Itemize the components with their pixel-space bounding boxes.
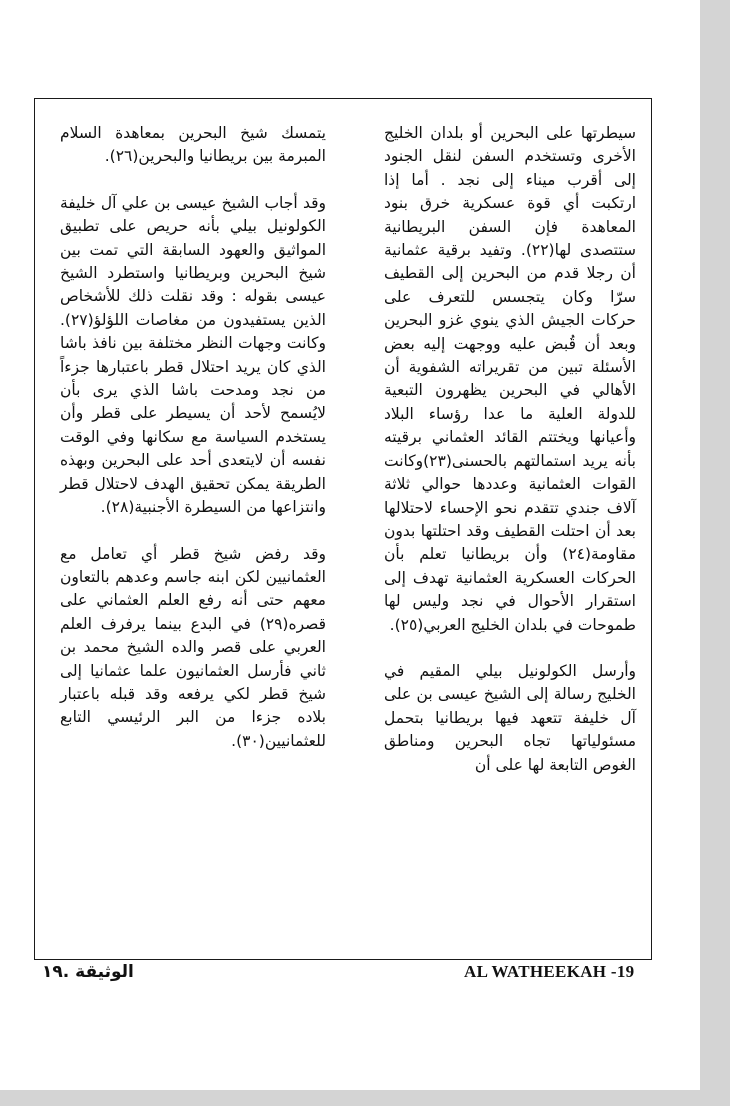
left-column — [60, 122, 326, 753]
right-column — [384, 122, 636, 777]
paragraph: يتمسك شيخ البحرين بمعاهدة السلام المبرمة بين بريطانيا والبحرين(٢٦). — [60, 124, 326, 166]
paragraph: سيطرتها على البحرين أو بلدان الخليج الأخرى وتستخدم السفن لنقل الجنود إلى أقرب ميناء إلى نجد . أما إذا ارتكبت أي قوة عسكرية خرق بنود المعاهدة فإن السفن البريطانية ستتصدى لها(٢٢). وتفيد برقية عثمانية أن رجلا قدم من البحرين إلى القطيف سرّا وكان يتجسس للتعرف على حركات الجيش الذي ينوي غزو البحرين وبعد أن قُبض عليه ووجهت إليه بعض الأسئلة تبين من تقريراته الشفوية أن الأهالي في البحرين يظهرون التبعية للدولة العلية ما عدا رؤساء البلاد وأعيانها ويختتم القائد العثماني برقيته بأنه يريد استمالتهم بالحسنى(٢٣)وكانت القوات العثمانية وعددها حوالي ثلاثة آلاف جندي تتقدم نحو الإحساء لاحتلالها بعد أن احتلت القطيف وقد احتلتها بدون مقاومة(٢٤) وأن بريطانيا تعلم بأن الحركات العسكرية العثمانية تهدف إلى استقرار الأحوال في نجد وليس لها طموحات في بلدان الخليج العربي(٢٥). — [384, 124, 636, 634]
paragraph: وقد رفض شيخ قطر أي تعامل مع العثمانيين لكن ابنه جاسم وعدهم بالتعاون معهم حتى أنه رفع العلم العثماني على قصره(٢٩) في البدع بينما يرفرف العلم العربي على قصر والده الشيخ محمد بن ثاني فأرسل العثمانيون علما عثمانيا إلى شيخ قطر لكي يرفعه وقد قبله باعتبار بلاده جزءا من البر الرئيسي التابع للعثمانيين(٣٠). — [60, 544, 326, 750]
footer-english-page-label: AL WATHEEKAH -19 — [464, 962, 635, 981]
paragraph: وأرسل الكولونيل بيلي المقيم في الخليج رسالة إلى الشيخ عيسى بن على آل خليفة تتعهد فيها بريطانيا بتحمل مسئولياتها تجاه البحرين ومناطق الغوص التابعة لها على أن — [384, 661, 636, 774]
paragraph: وقد أجاب الشيخ عيسى بن علي آل خليفة الكولونيل بيلي بأنه حريص على تطبيق المواثيق والعهود السابقة التي تمت بين شيخ البحرين وبريطانيا واستطرد الشيخ عيسى بقوله : وقد نقلت ذلك للأشخاص الذين يستفيدون من مغاصات اللؤلؤ(٢٧). وكانت وجهات النظر مختلفة بين نافذ باشا الذي كان يريد احتلال قطر باعتبارها جزءاً من نجد ومدحت باشا الذي يرى بأن لايُسمح لأحد أن يسيطر على قطر وأن يستخدم السياسة مع سكانها وفي الوقت نفسه أن لايتعدى أحد على البحرين وبهذه الطريقة يمكن تحقيق الهدف لاحتلال قطر وانتزاعها من السيطرة الأجنبية(٢٨). — [60, 193, 326, 517]
footer-arabic-page-label: الوثيقة .١٩ — [42, 962, 134, 982]
